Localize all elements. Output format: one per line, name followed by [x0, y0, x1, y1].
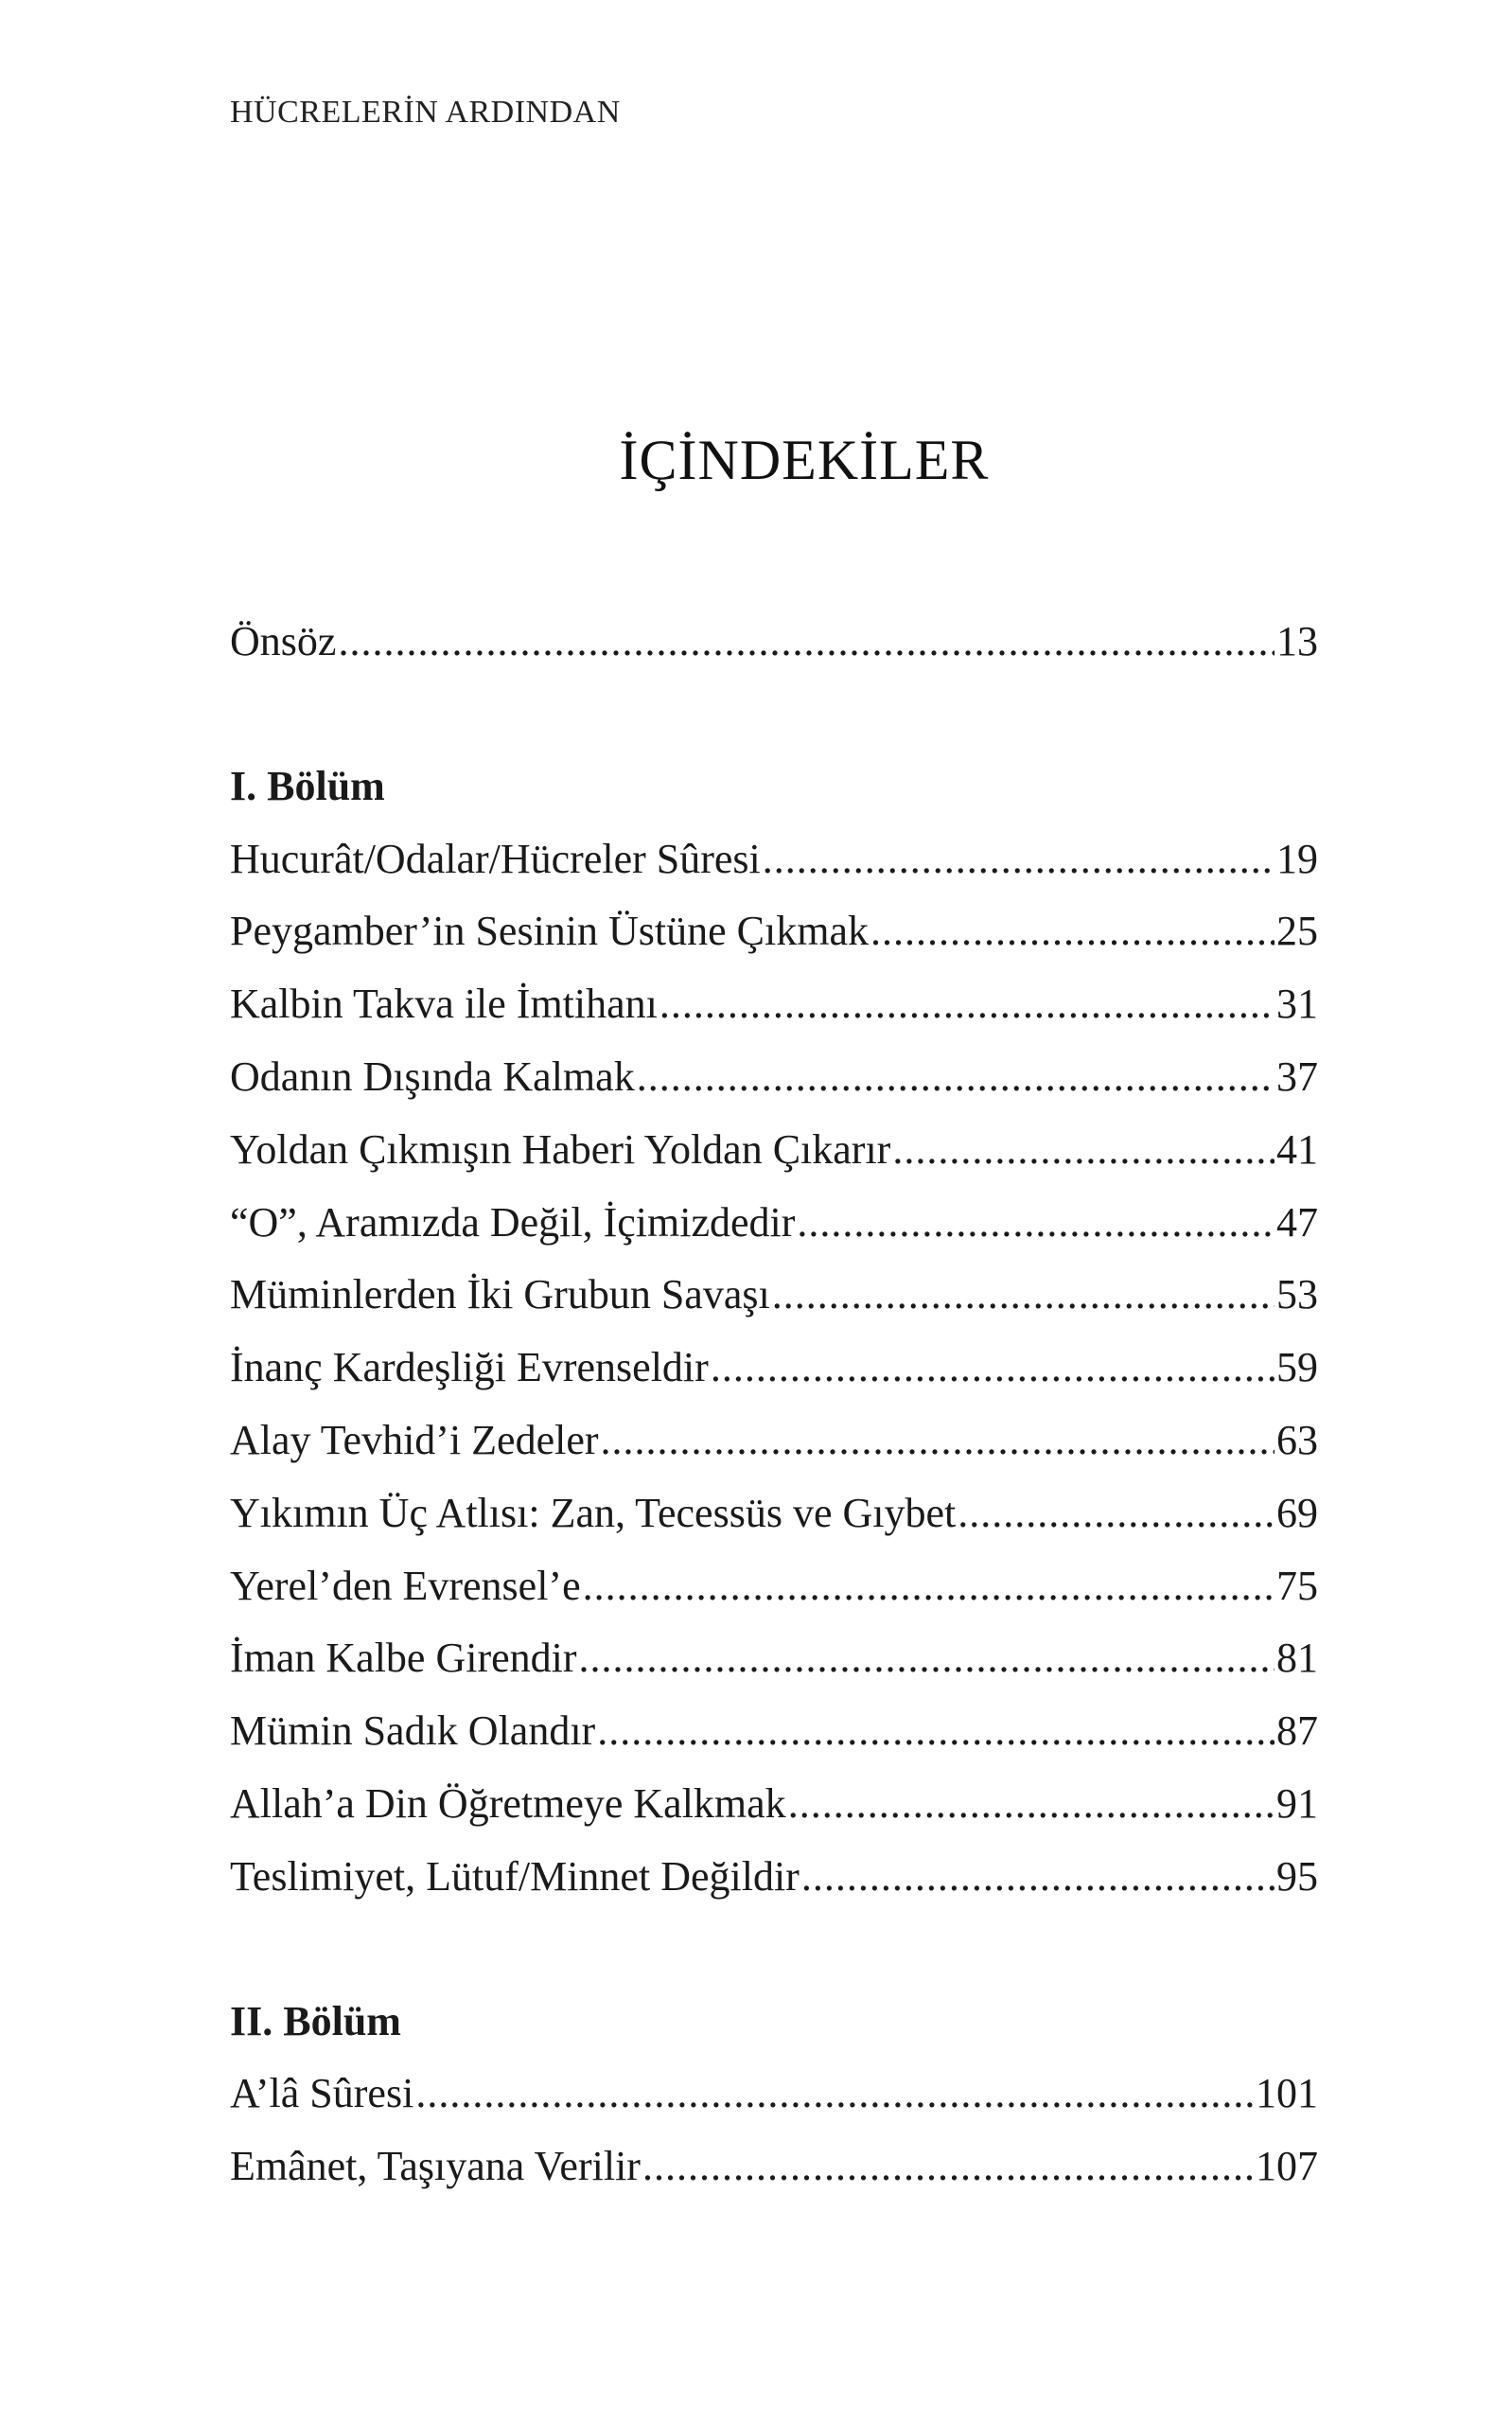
toc-entry-page: 31 [1276, 981, 1318, 1028]
toc-entry-label: Teslimiyet, Lütuf/Minnet Değildir [230, 1852, 800, 1900]
toc-entry-page: 107 [1256, 2143, 1318, 2190]
dot-leader [597, 1695, 1275, 1768]
toc-entry-label: Önsöz [230, 618, 337, 664]
toc-entry [230, 1477, 1318, 1550]
toc-entry-label: Yerel’den Evrensel’e [230, 1562, 581, 1609]
toc-entry-page: 101 [1256, 2070, 1318, 2117]
toc-entry [230, 1768, 1318, 1841]
toc-entry-label: İman Kalbe Girendir [230, 1635, 577, 1682]
toc-entry [230, 1405, 1318, 1477]
toc-entry-label: Müminlerden İki Grubun Savaşı [230, 1271, 770, 1318]
toc-entry-label: Mümin Sadık Olandır [230, 1707, 596, 1755]
page-title: İÇİNDEKİLER [619, 429, 990, 491]
toc-entry-page: 91 [1276, 1779, 1318, 1827]
toc-entry-label: Allah’a Din Öğretmeye Kalkmak [230, 1779, 786, 1827]
dot-leader [415, 2058, 1254, 2131]
toc-entry-label: Peygamber’in Sesinin Üstüne Çıkmak [230, 908, 869, 955]
section-heading-1: I. Bölüm [230, 762, 385, 809]
toc-entry [230, 2058, 1318, 2131]
toc-entry-label: Odanın Dışında Kalmak [230, 1052, 635, 1100]
spacer [230, 1914, 1318, 1986]
toc-entry-page: 41 [1276, 1125, 1318, 1173]
dot-leader [601, 1405, 1275, 1477]
dot-leader [637, 1041, 1275, 1114]
toc-entry [230, 1114, 1318, 1187]
dot-leader [583, 1550, 1275, 1623]
toc-entry-page: 13 [1276, 618, 1318, 664]
toc-entry [230, 1041, 1318, 1114]
dot-leader [801, 1841, 1275, 1914]
toc-entry [230, 1259, 1318, 1332]
toc-entry [230, 1332, 1318, 1405]
toc-entry-page: 25 [1276, 908, 1318, 955]
dot-leader [579, 1622, 1275, 1695]
dot-leader [797, 1187, 1275, 1260]
toc-entry-label: Yoldan Çıkmışın Haberi Yoldan Çıkarır [230, 1125, 891, 1173]
toc-entry [230, 1622, 1318, 1695]
dot-leader [892, 1114, 1275, 1187]
dot-leader [763, 823, 1275, 896]
toc-entry-label: İnanç Kardeşliği Evrenseldir [230, 1344, 709, 1391]
dot-leader [659, 968, 1275, 1041]
toc-entry-preface [230, 606, 1318, 679]
toc-entry-label: “O”, Aramızda Değil, İçimizdedir [230, 1198, 796, 1246]
toc-entry [230, 895, 1318, 968]
toc-entry [230, 1695, 1318, 1768]
toc-entry-page: 95 [1276, 1852, 1318, 1900]
toc-entry-page: 59 [1276, 1344, 1318, 1391]
toc-entry [230, 823, 1318, 896]
toc-entry-page: 63 [1276, 1416, 1318, 1463]
toc-entry-label: A’lâ Sûresi [230, 2070, 414, 2117]
toc-entry [230, 2131, 1318, 2203]
section-heading-2: II. Bölüm [230, 1997, 401, 2044]
toc-entry-label: Yıkımın Üç Atlısı: Zan, Tecessüs ve Gıybet [230, 1489, 957, 1536]
table-of-contents [230, 606, 1318, 2203]
toc-entry-page: 37 [1276, 1052, 1318, 1100]
dot-leader [958, 1477, 1275, 1550]
toc-entry [230, 1187, 1318, 1260]
toc-entry-label: Kalbin Takva ile İmtihanı [230, 981, 658, 1028]
toc-entry-page: 47 [1276, 1198, 1318, 1246]
toc-entry [230, 968, 1318, 1041]
toc-entry-label: Alay Tevhid’i Zedeler [230, 1416, 599, 1463]
toc-entry-label: Emânet, Taşıyana Verilir [230, 2143, 641, 2190]
dot-leader [711, 1332, 1275, 1405]
toc-entry-page: 87 [1276, 1707, 1318, 1755]
spacer [230, 679, 1318, 751]
dot-leader [642, 2131, 1254, 2203]
toc-entry [230, 1841, 1318, 1914]
dot-leader [772, 1259, 1275, 1332]
toc-entry-label: Hucurât/Odalar/Hücreler Sûresi [230, 835, 761, 882]
toc-entry-page: 81 [1276, 1635, 1318, 1682]
toc-entry-page: 75 [1276, 1562, 1318, 1609]
toc-entry-page: 19 [1276, 835, 1318, 882]
toc-entry-page: 69 [1276, 1489, 1318, 1536]
running-head: HÜCRELERİN ARDINDAN [230, 95, 621, 130]
dot-leader [870, 895, 1275, 968]
dot-leader [338, 606, 1275, 679]
toc-entry [230, 1550, 1318, 1623]
dot-leader [788, 1768, 1275, 1841]
toc-entry-page: 53 [1276, 1271, 1318, 1318]
